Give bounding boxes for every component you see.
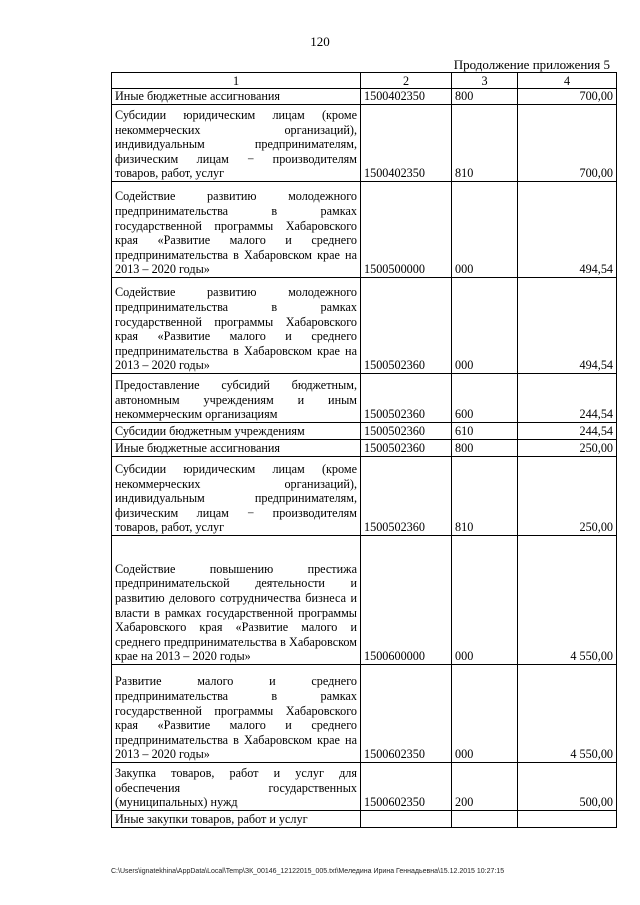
row-amount: 700,00 (518, 89, 617, 105)
table-row (112, 374, 617, 423)
row-vr: 000 (452, 536, 518, 665)
table-row (112, 536, 617, 665)
row-vr: 200 (452, 763, 518, 811)
row-name: Содействие развитию молодежного предпринимательства в рамках государственной программы Хабаровского края «Развитие малого и среднего предпринимательства в Хабаровском крае на 2013 – 2020 годы» (112, 182, 361, 278)
row-vr: 000 (452, 278, 518, 374)
column-header-2: 2 (361, 73, 452, 89)
column-header-4: 4 (518, 73, 617, 89)
row-name: Субсидии юридическим лицам (кроме некоммерческих организаций), индивидуальным предпринимателям, физическим лицам − производителям товаров, работ, услуг (112, 105, 361, 182)
row-code: 1500502360 (361, 374, 452, 423)
row-code (361, 811, 452, 828)
row-name: Субсидии юридическим лицам (кроме некоммерческих организаций), индивидуальным предпринимателям, физическим лицам − производителям товаров, работ, услуг (112, 457, 361, 536)
row-vr: 000 (452, 182, 518, 278)
row-vr: 800 (452, 440, 518, 457)
row-code: 1500502360 (361, 457, 452, 536)
row-vr: 810 (452, 105, 518, 182)
row-amount: 250,00 (518, 440, 617, 457)
row-code: 1500502360 (361, 423, 452, 440)
continuation-caption: Продолжение приложения 5 (453, 57, 610, 72)
row-amount: 244,54 (518, 374, 617, 423)
file-path-footer: C:\Users\ignatekhina\AppData\Local\Temp\ЗК_00146_12122015_005.txt\Меледина Ирина Геннадьевна\15.12.2015 10:27:15 (111, 868, 505, 875)
row-code: 1500500000 (361, 182, 452, 278)
row-vr: 610 (452, 423, 518, 440)
row-name: Иные бюджетные ассигнования (112, 440, 361, 457)
header-row (112, 73, 617, 89)
table-row (112, 105, 617, 182)
table-row (112, 440, 617, 457)
row-name: Иные бюджетные ассигнования (112, 89, 361, 105)
row-amount: 244,54 (518, 423, 617, 440)
appendix-table (111, 72, 617, 828)
row-name: Субсидии бюджетным учреждениям (112, 423, 361, 440)
page-number: 120 (310, 34, 330, 49)
row-code: 1500502360 (361, 278, 452, 374)
row-code: 1500600000 (361, 536, 452, 665)
row-code: 1500502360 (361, 440, 452, 457)
table-row (112, 423, 617, 440)
table-row (112, 182, 617, 278)
row-vr: 810 (452, 457, 518, 536)
row-amount: 500,00 (518, 763, 617, 811)
table-row (112, 278, 617, 374)
row-code: 1500602350 (361, 665, 452, 763)
row-vr: 600 (452, 374, 518, 423)
row-amount: 494,54 (518, 182, 617, 278)
row-name: Закупка товаров, работ и услуг для обеспечения государственных (муниципальных) нужд (112, 763, 361, 811)
row-amount (518, 811, 617, 828)
table-row (112, 665, 617, 763)
row-code: 1500402350 (361, 105, 452, 182)
row-amount: 4 550,00 (518, 665, 617, 763)
row-amount: 700,00 (518, 105, 617, 182)
column-header-1: 1 (112, 73, 361, 89)
row-amount: 494,54 (518, 278, 617, 374)
row-vr: 800 (452, 89, 518, 105)
table-row (112, 89, 617, 105)
table-row (112, 457, 617, 536)
row-code: 1500602350 (361, 763, 452, 811)
row-name: Предоставление субсидий бюджетным, автономным учреждениям и иным некоммерческим организациям (112, 374, 361, 423)
row-name: Содействие развитию молодежного предпринимательства в рамках государственной программы Хабаровского края «Развитие малого и среднего предпринимательства в Хабаровском крае на 2013 – 2020 годы» (112, 278, 361, 374)
row-vr: 000 (452, 665, 518, 763)
row-amount: 4 550,00 (518, 536, 617, 665)
table-row (112, 763, 617, 811)
row-name: Иные закупки товаров, работ и услуг (112, 811, 361, 828)
row-amount: 250,00 (518, 457, 617, 536)
table-row (112, 811, 617, 828)
row-code: 1500402350 (361, 89, 452, 105)
row-name: Содействие повышению престижа предпринимательской деятельности и развитию делового сотрудничества бизнеса и власти в рамках государственной программы Хабаровского края «Развитие малого и среднего предпринимательства в Хабаровском крае на 2013 – 2020 годы» (112, 536, 361, 665)
row-vr (452, 811, 518, 828)
column-header-3: 3 (452, 73, 518, 89)
row-name: Развитие малого и среднего предпринимательства в рамках государственной программы Хабаровского края «Развитие малого и среднего предпринимательства в Хабаровском крае на 2013 – 2020 годы» (112, 665, 361, 763)
